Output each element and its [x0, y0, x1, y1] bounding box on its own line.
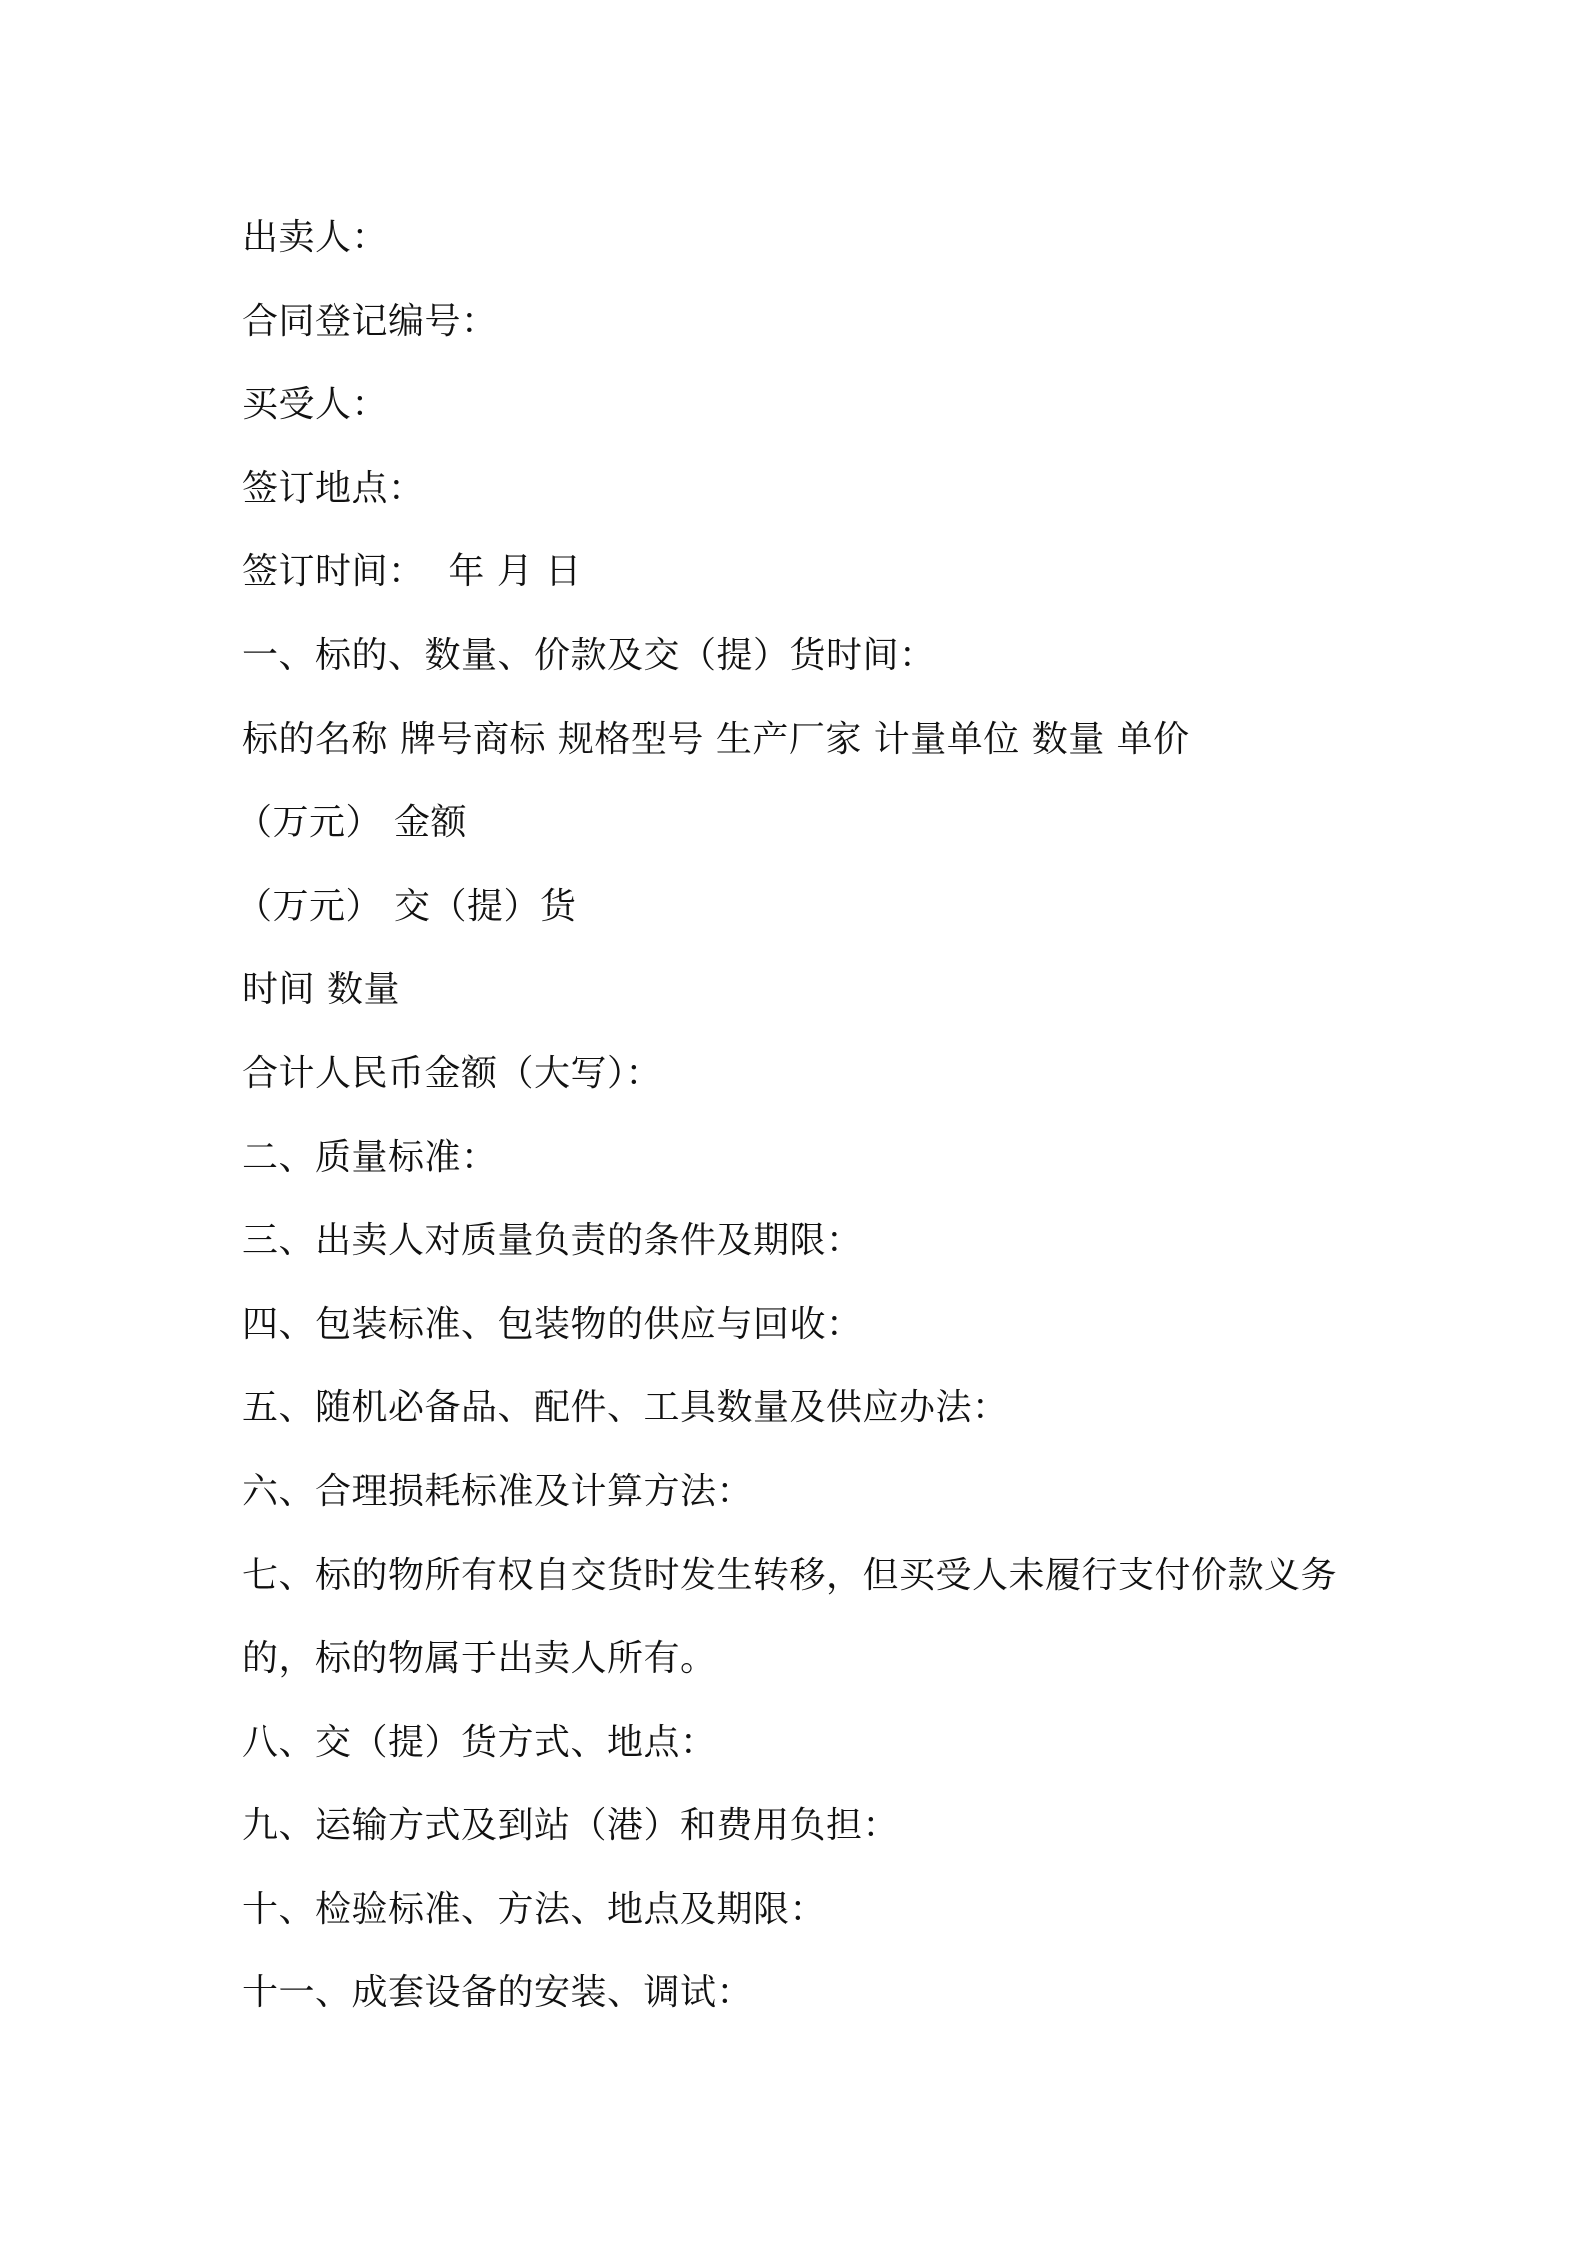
clause-2-quality-standard: 二、质量标准： — [242, 1136, 498, 1178]
signing-date-line: 签订时间： 年 月 日 — [242, 551, 582, 593]
contract-body — [236, 196, 1442, 2035]
clause-1-heading: 一、标的、数量、价款及交（提）货时间： — [242, 634, 936, 676]
clause-11-installation: 十一、成套设备的安装、调试： — [242, 1972, 754, 2014]
clause-5-accessories: 五、随机必备品、配件、工具数量及供应办法： — [242, 1387, 1009, 1429]
contract-registration-number-line: 合同登记编号： — [242, 300, 498, 342]
clause-3-quality-responsibility: 三、出卖人对质量负责的条件及期限： — [242, 1220, 863, 1262]
clause-10-inspection: 十、检验标准、方法、地点及期限： — [242, 1888, 827, 1930]
total-rmb-amount-line: 合计人民币金额（大写）： — [242, 1052, 663, 1094]
buyer-line: 买受人： — [242, 384, 389, 426]
unit-delivery-line: （万元） 交（提）货 — [236, 885, 577, 927]
unit-amount-line: （万元） 金额 — [236, 802, 467, 844]
signing-place-line: 签订地点： — [242, 467, 425, 509]
clause-7-ownership: 七、标的物所有权自交货时发生转移，但买受人未履行支付价款义务 — [242, 1554, 1338, 1596]
time-quantity-line: 时间 数量 — [242, 969, 400, 1011]
clause-9-transport: 九、运输方式及到站（港）和费用负担： — [242, 1805, 900, 1847]
clause-6-loss-standard: 六、合理损耗标准及计算方法： — [242, 1470, 754, 1512]
clause-8-delivery-method: 八、交（提）货方式、地点： — [242, 1721, 717, 1763]
clause-4-packaging: 四、包装标准、包装物的供应与回收： — [242, 1303, 863, 1345]
seller-line: 出卖人： — [242, 217, 389, 258]
item-columns-line: 标的名称 牌号商标 规格型号 生产厂家 计量单位 数量 单价 — [242, 718, 1190, 760]
clause-7-ownership-continued: 的，标的物属于出卖人所有。 — [242, 1638, 717, 1680]
